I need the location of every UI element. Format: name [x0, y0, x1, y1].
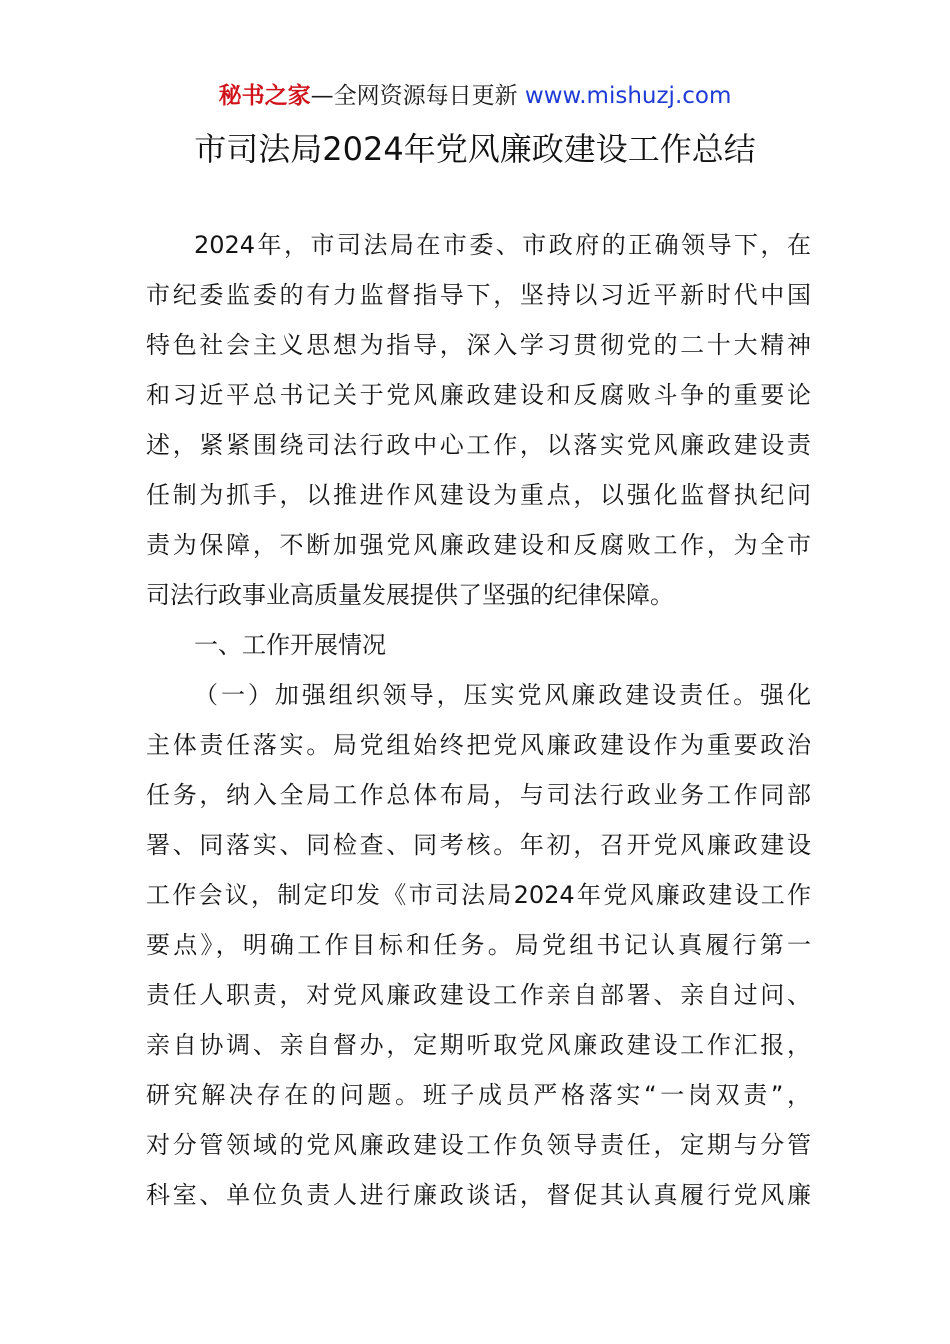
site-brand: 秘书之家 [218, 83, 311, 109]
paragraph-line: 2024年，市司法局在市委、市政府的正确领导下，在 [194, 231, 811, 259]
paragraph-line: 对分管领域的党风廉政建设工作负领导责任，定期与分管 [146, 1131, 811, 1159]
paragraph-line: 责任人职责，对党风廉政建设工作亲自部署、亲自过问、 [146, 981, 811, 1009]
subsection-heading-line: （一）加强组织领导，压实党风廉政建设责任。强化 [194, 681, 811, 709]
paragraph-line: 研究解决存在的问题。班子成员严格落实“一岗双责”， [146, 1081, 811, 1109]
section-heading: 一、工作开展情况 [194, 631, 386, 659]
document-title: 市司法局2024年党风廉政建设工作总结 [194, 130, 756, 168]
paragraph-line: 述，紧紧围绕司法行政中心工作，以落实党风廉政建设责 [146, 431, 811, 459]
paragraph-line: 司法行政事业高质量发展提供了坚强的纪律保障。 [146, 581, 674, 609]
paragraph-line: 要点》，明确工作目标和任务。局党组书记认真履行第一 [146, 931, 811, 959]
site-tagline: —全网资源每日更新 [310, 83, 525, 109]
document-body [146, 220, 811, 1220]
paragraph-line: 特色社会主义思想为指导，深入学习贯彻党的二十大精神 [146, 331, 811, 359]
paragraph-line: 主体责任落实。局党组始终把党风廉政建设作为重要政治 [146, 731, 811, 759]
paragraph-line: 责为保障，不断加强党风廉政建设和反腐败工作，为全市 [146, 531, 811, 559]
paragraph-line: 署、同落实、同检查、同考核。年初，召开党风廉政建设 [146, 831, 811, 859]
paragraph-line: 工作会议，制定印发《市司法局2024年党风廉政建设工作 [146, 881, 811, 909]
site-url-link[interactable]: www.mishuzj.com [524, 83, 732, 109]
paragraph-line: 任制为抓手，以推进作风建设为重点，以强化监督执纪问 [146, 481, 811, 509]
paragraph-line: 和习近平总书记关于党风廉政建设和反腐败斗争的重要论 [146, 381, 811, 409]
paragraph-line: 市纪委监委的有力监督指导下，坚持以习近平新时代中国 [146, 281, 811, 309]
paragraph-line: 亲自协调、亲自督办，定期听取党风廉政建设工作汇报， [146, 1031, 811, 1059]
paragraph-line: 任务，纳入全局工作总体布局，与司法行政业务工作同部 [146, 781, 811, 809]
paragraph-line: 科室、单位负责人进行廉政谈话，督促其认真履行党风廉 [146, 1181, 811, 1209]
site-header [0, 80, 950, 112]
